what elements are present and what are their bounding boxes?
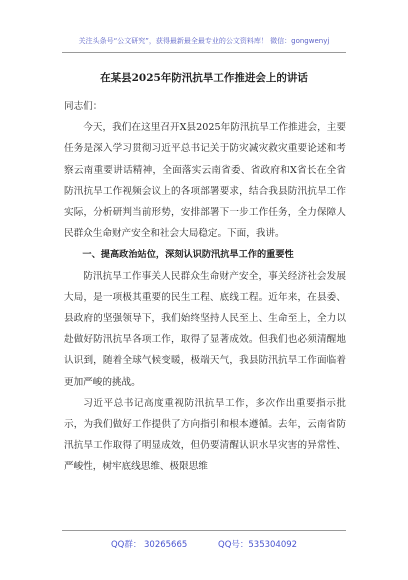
footer-contact <box>0 538 408 550</box>
paragraph-importance: 防汛抗旱工作事关人民群众生命财产安全，事关经济社会发展大局，是一项极其重要的民生工程、底线工程。近年来，在县委、县政府的坚强领导下，我们始终坚持人民至上、生命至上，全力以赴做好防汛抗旱各项工作，取得了显著成效。但我们也必须清醒地认识到，随着全球气候变暖，极端天气，我县防汛抗旱工作面临着更加严峻的挑战。 <box>64 270 346 388</box>
header-note: 关注头条号“公文研究”，获得最新最全最专业的公文资料库！ 微信：gongwenyj <box>78 37 330 45</box>
paragraph-intro: 今天，我们在这里召开X县2025年防汛抗旱工作推进会，主要任务是深入学习贯彻习近平总书记关于防灾减灾救灾重要论述和考察云南重要讲话精神，全面落实云南省委、省政府和X省长在全省防汛抗旱工作视频会议上的各项部署要求，结合我县防汛抗旱工作实际，分析研判当前形势，安排部署下一步工作任务，全力保障人民群众生命财产安全和社会大局稳定。下面，我讲。 <box>64 122 346 240</box>
document-body <box>64 96 346 478</box>
salutation: 同志们： <box>64 101 103 112</box>
header-divider <box>62 52 346 53</box>
document-title: 在某县2025年防汛抗旱工作推进会上的讲话 <box>100 72 308 84</box>
qq-number-text: QQ号：535304092 <box>218 540 298 550</box>
section-heading-1: 一、提高政治站位，深刻认识防汛抗旱工作的重要性 <box>82 249 294 261</box>
qq-group-text: QQ群： 30265665 <box>110 540 188 550</box>
footer-divider <box>62 530 346 531</box>
paragraph-guidance: 习近平总书记高度重视防汛抗旱工作，多次作出重要指示批示，为我们做好工作提供了方向指引和根本遵循。去年，云南省防汛抗旱工作取得了明显成效，但仍要清醒认识水旱灾害的异常性、严峻性，树牢底线思维、极限思维 <box>64 397 346 473</box>
